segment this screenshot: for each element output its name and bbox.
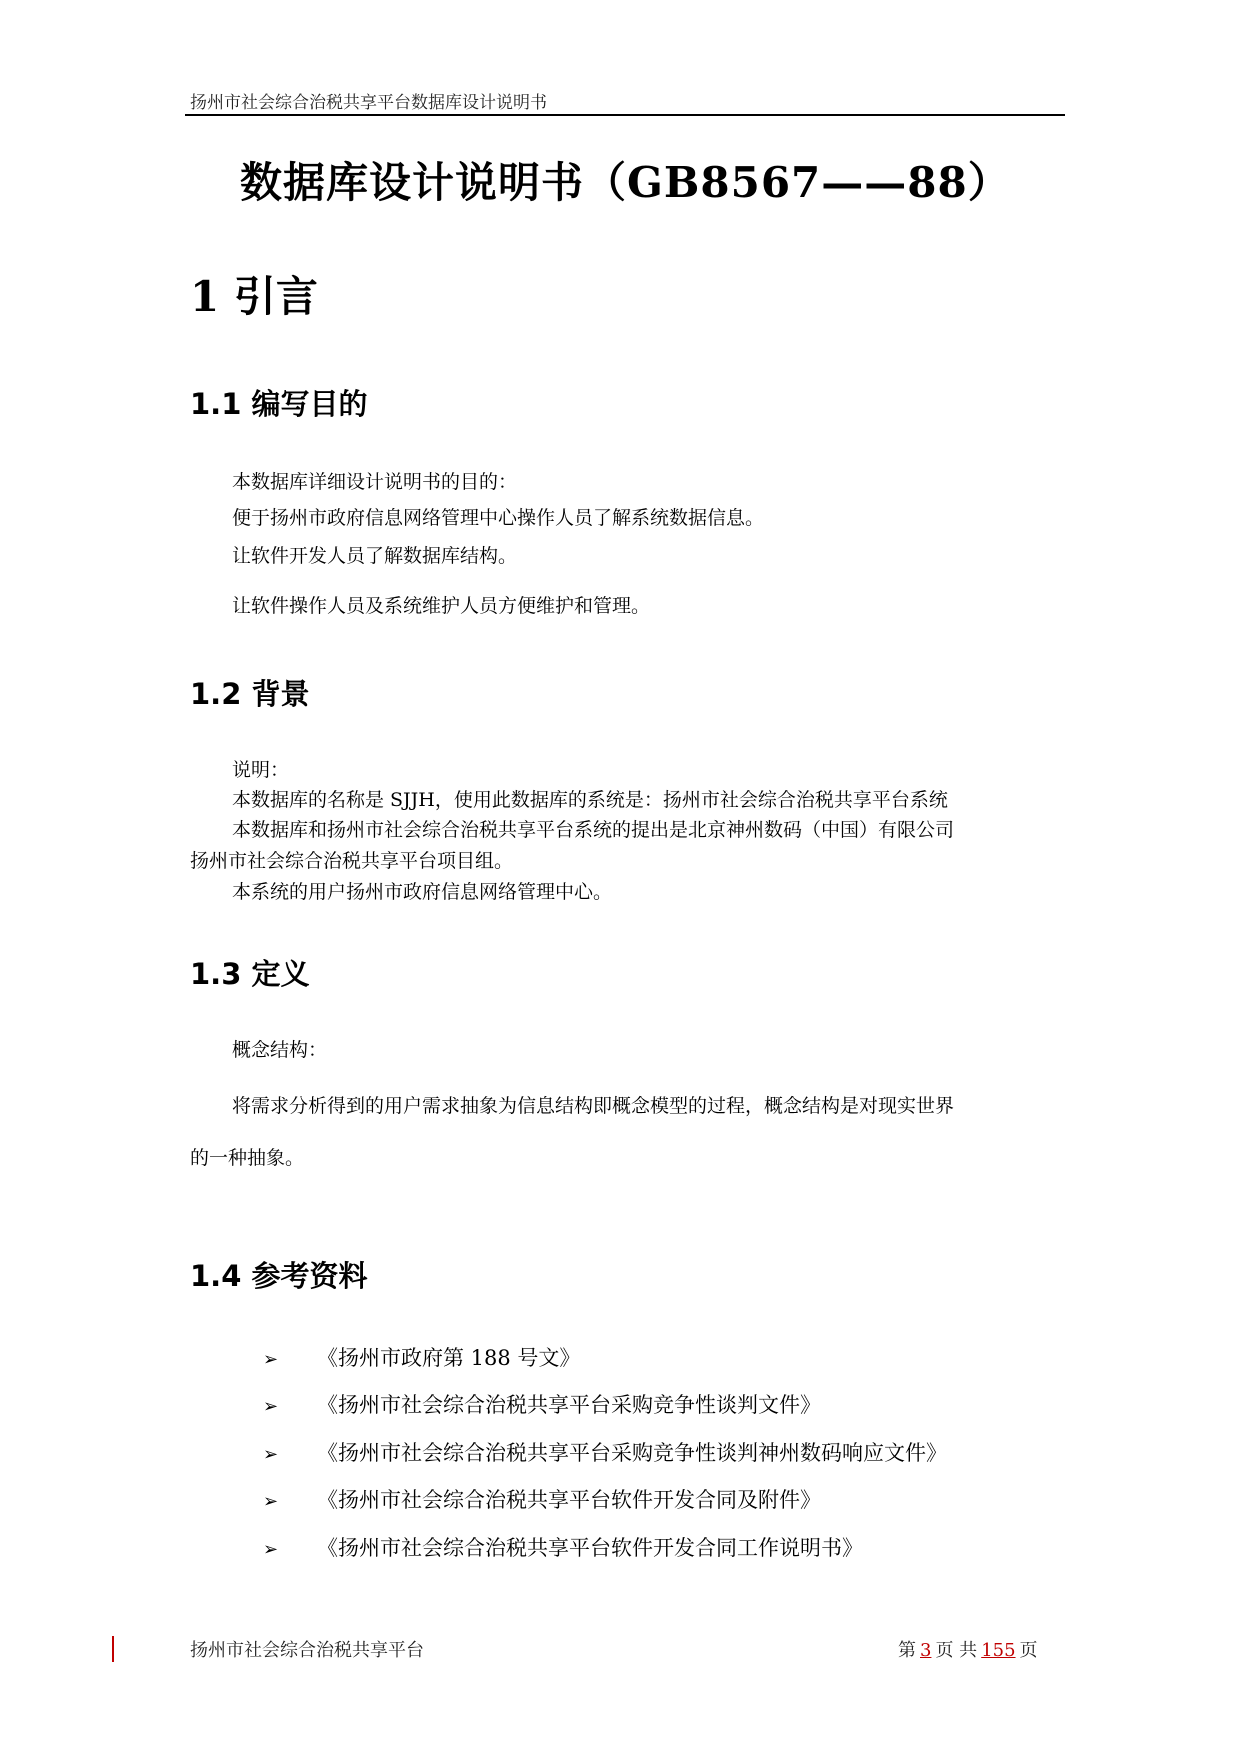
background-line-2a: 本数据库和扬州市社会综合治税共享平台系统的提出是北京神州数码（中国）有限公司 [232,819,955,841]
reference-text: 《扬州市社会综合治税共享平台采购竞争性谈判神州数码响应文件》 [317,1441,947,1465]
reference-item [263,1342,580,1372]
background-line-1: 本数据库的名称是 SJJH，使用此数据库的系统是：扬州市社会综合治税共享平台系统 [232,789,948,811]
footer-margin-mark [112,1636,114,1662]
definition-line-b: 的一种抽象。 [190,1147,305,1169]
definition-label: 概念结构： [232,1039,328,1061]
arrow-bullet-icon: ➢ [263,1444,279,1465]
definition-line-a: 将需求分析得到的用户需求抽象为信息结构即概念模型的过程，概念结构是对现实世界 [232,1095,955,1117]
arrow-bullet-icon: ➢ [263,1396,279,1417]
section-1-4-heading: 1.4 参考资料 [190,1259,368,1293]
reference-item [263,1389,821,1419]
section-1-2-heading: 1.2 背景 [190,677,310,711]
page-prefix: 第 [898,1640,916,1661]
reference-item [263,1532,863,1562]
page-indicator [898,1636,1038,1662]
running-header: 扬州市社会综合治税共享平台数据库设计说明书 [190,93,547,113]
background-label: 说明： [232,759,290,781]
reference-text: 《扬州市社会综合治税共享平台软件开发合同及附件》 [317,1488,821,1512]
background-line-3: 本系统的用户扬州市政府信息网络管理中心。 [232,881,613,903]
purpose-line-4: 让软件操作人员及系统维护人员方便维护和管理。 [232,595,651,617]
purpose-line-3: 让软件开发人员了解数据库结构。 [232,545,518,567]
purpose-line-1: 本数据库详细设计说明书的目的： [232,471,518,493]
section-1-1-heading: 1.1 编写目的 [190,387,368,421]
document-title: 数据库设计说明书（GB8567——88） [240,158,1011,207]
footer-title: 扬州市社会综合治税共享平台 [190,1640,424,1661]
purpose-line-2: 便于扬州市政府信息网络管理中心操作人员了解系统数据信息。 [232,507,765,529]
total-pages-number: 155 [981,1640,1016,1661]
reference-text: 《扬州市政府第 188 号文》 [317,1346,581,1370]
reference-text: 《扬州市社会综合治税共享平台采购竞争性谈判文件》 [317,1393,821,1417]
header-rule [185,114,1065,116]
section-1-heading: 1 引言 [190,272,318,321]
reference-item [263,1437,947,1467]
page-suffix: 页 [1019,1640,1038,1661]
current-page-number: 3 [920,1640,932,1661]
arrow-bullet-icon: ➢ [263,1539,279,1560]
background-line-2b: 扬州市社会综合治税共享平台项目组。 [190,850,514,872]
arrow-bullet-icon: ➢ [263,1491,279,1512]
arrow-bullet-icon: ➢ [263,1349,279,1370]
section-1-3-heading: 1.3 定义 [190,957,310,991]
reference-text: 《扬州市社会综合治税共享平台软件开发合同工作说明书》 [317,1536,863,1560]
reference-item [263,1484,821,1514]
page-mid: 页 共 [935,1640,978,1661]
